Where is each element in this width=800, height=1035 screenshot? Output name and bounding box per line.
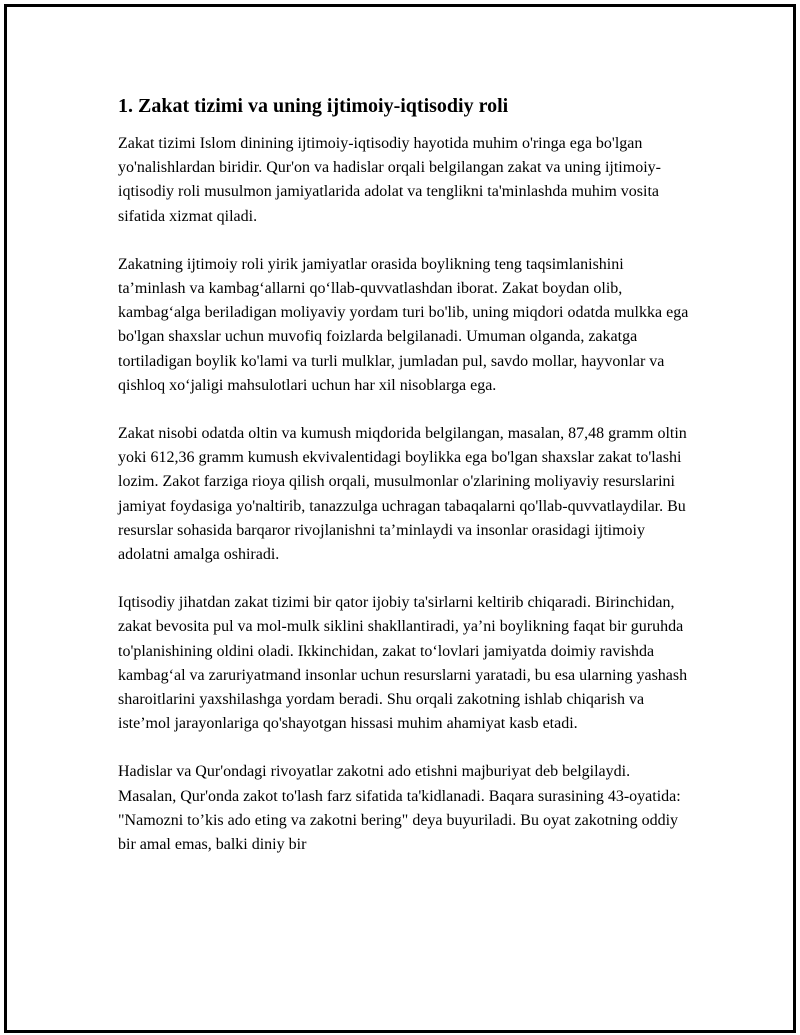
document-body [118,94,690,881]
paragraph-3: Zakat nisobi odatda oltin va kumush miqdorida belgilangan, masalan, 87,48 gramm oltin yoki 612,36 gramm kumush ekvivalentidagi boylikka ega bo'lgan shaxslar zakat to'lashi lozim. Zakot farziga rioya qilish orqali, musulmonlar o'zlarining moliyaviy resurslarini jamiyat foydasiga yo'naltirib, tanazzulga uchragan tabaqalarni qo'llab-quvvatlaydilar. Bu resurslar sohasida barqaror rivojlanishni ta’minlaydi va insonlar orasidagi ijtimoiy adolatni amalga oshiradi. [118,425,687,564]
paragraph-4: Iqtisodiy jihatdan zakat tizimi bir qator ijobiy ta'sirlarni keltirib chiqaradi. Birinchidan, zakat bevosita pul va mol-mulk siklini shakllantiradi, ya’ni boylikning faqat bir guruhda to'planishining oldini oladi. Ikkinchidan, zakat to‘lovlari jamiyatda doimiy ravishda kambag‘al va zaruriyatmand insonlar uchun resurslarni yaratadi, bu esa ularning yashash sharoitlarini yaxshilashga yordam beradi. Shu orqali zakotning ishlab chiqarish va iste’mol jarayonlariga qo'shayotgan hissasi muhim ahamiyat kasb etadi. [118,594,688,733]
paragraph-1: Zakat tizimi Islom dinining ijtimoiy-iqtisodiy hayotida muhim o'ringa ega bo'lgan yo'nalishlardan biridir. Qur'on va hadislar orqali belgilangan zakat va uning ijtimoiy-iqtisodiy roli musulmon jamiyatlarida adolat va tenglikni ta'minlashda muhim vosita sifatida xizmat qiladi. [118,135,661,225]
paragraph-2: Zakatning ijtimoiy roli yirik jamiyatlar orasida boylikning teng taqsimlanishini ta’minlash va kambag‘allarni qo‘llab-quvvatlashdan iborat. Zakat boydan olib, kambag‘alga beriladigan moliyaviy yordam turi bo'lib, uning miqdori odatda mulkka ega bo'lgan shaxslar uchun muvofiq foizlarda belgilanadi. Umuman olganda, zakatga tortiladigan boylik ko'lami va turli mulklar, jumladan pul, savdo mollar, hayvonlar va qishloq xo‘jaligi mahsulotlari uchun har xil nisoblarga ega. [118,255,689,394]
section-heading: 1. Zakat tizimi va uning ijtimoiy-iqtisodiy roli [118,95,509,117]
paragraph-5: Hadislar va Qur'ondagi rivoyatlar zakotni ado etishni majburiyat deb belgilaydi. Masalan, Qur'onda zakot to'lash farz sifatida ta'kidlanadi. Baqara surasining 43-oyatida: "Namozni to’kis ado eting va zakotni bering" deya buyuriladi. Bu oyat zakotning oddiy bir amal emas, balki diniy bir [118,763,681,854]
